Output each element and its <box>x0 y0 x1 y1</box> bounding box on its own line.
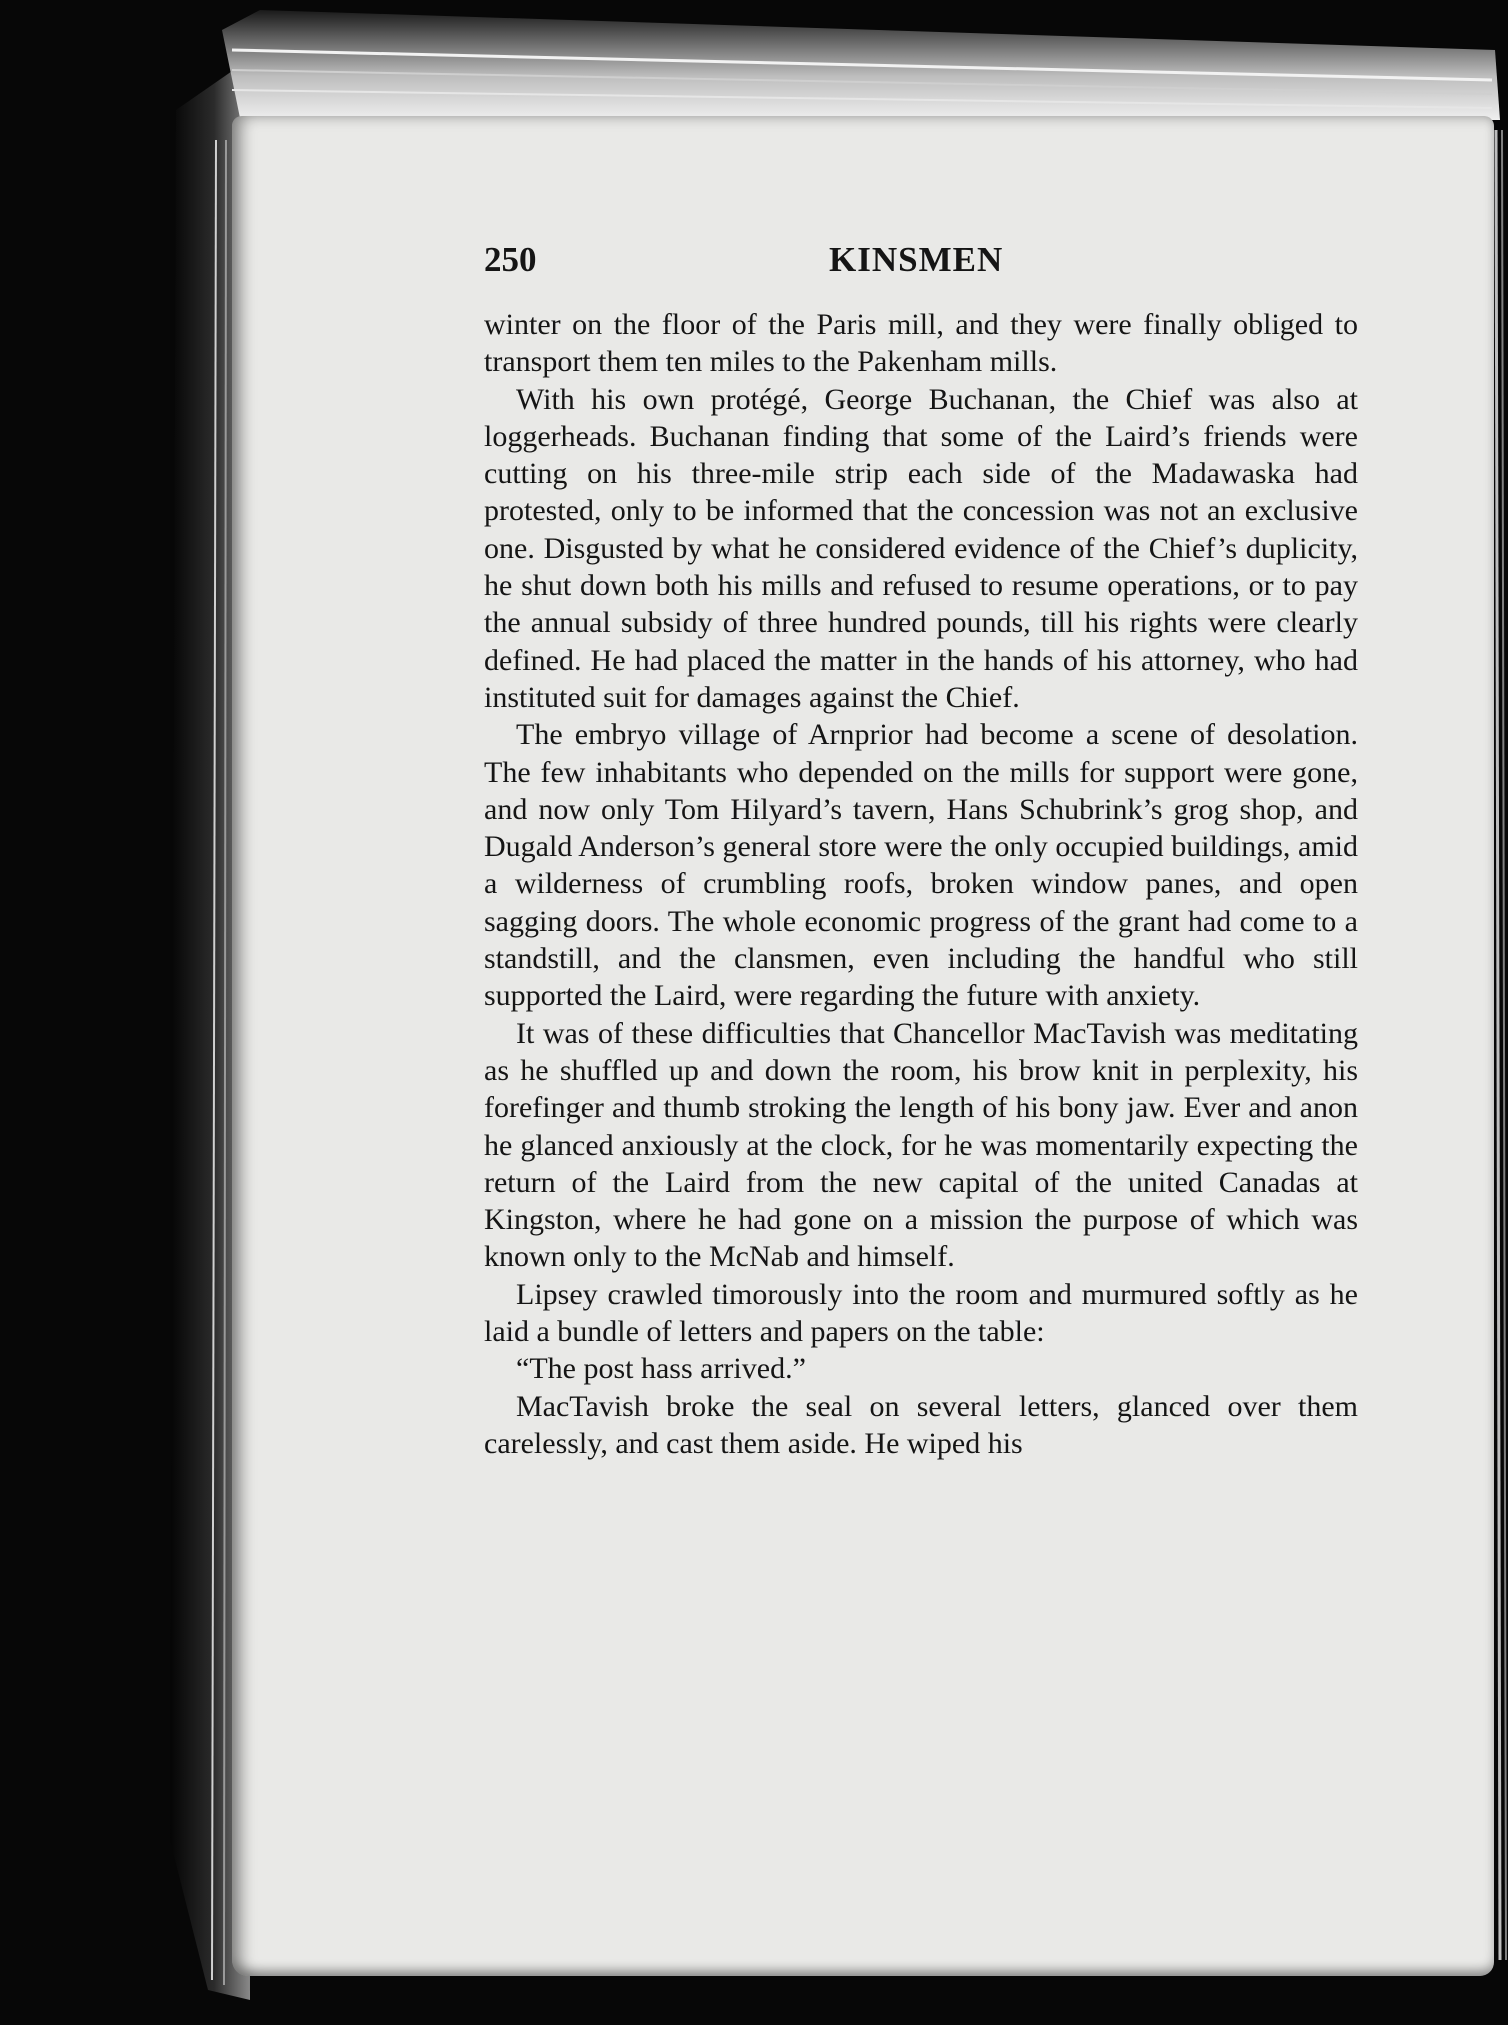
paragraph-mactavish-meditating: It was of these difficulties that Chancellor MacTavish was meditating as he shuffled up and down the room, his brow knit in perplexity, his forefinger and thumb stroking the length of his bony jaw. Ever and anon he glanced anxiously at the clock, for he was momentarily expecting the return of the Laird from the new capital of the united Canadas at Kingston, where he had gone on a mission the purpose of which was known only to the McNab and himself. <box>484 1016 1358 1274</box>
paragraph-broke-seal: MacTavish broke the seal on several letters, glanced over them carelessly, and cast them aside. He wiped his <box>484 1389 1358 1460</box>
paragraph-lipsey: Lipsey crawled timorously into the room and murmured softly as he laid a bundle of letters and papers on the table: <box>484 1277 1358 1349</box>
paragraph-buchanan: With his own protégé, George Buchanan, the Chief was also at loggerheads. Buchanan finding that some of the Laird’s friends were cutting on his three-mile strip each side of the Madawaska had protested, only to be informed that the concession was not an exclusive one. Disgusted by what he considered evidence of the Chief’s duplicity, he shut down both his mills and refused to resume operations, or to pay the annual subsidy of three hundred pounds, till his rights were clearly defined. He had placed the matter in the hands of his attorney, who had instituted suit for damages against the Chief. <box>484 382 1358 714</box>
page-text-block <box>484 240 1358 1462</box>
running-head <box>484 240 1358 296</box>
paragraph-post-arrived: “The post hass arrived.” <box>516 1352 806 1386</box>
page-number: 250 <box>484 240 537 279</box>
paragraph-arnprior: The embryo village of Arnprior had become a scene of desolation. The few inhabitants who depended on the mills for support were gone, and now only Tom Hilyard’s tavern, Hans Schubrink’s grog shop, and Dugald Anderson’s general store were the only occupied buildings, amid a wilderness of crumbling roofs, broken window panes, and open sagging doors. The whole economic progress of the grant had come to a standstill, and the clansmen, even including the handful who still supported the Laird, were regarding the future with anxiety. <box>484 718 1358 1013</box>
paragraph-continuation: winter on the floor of the Paris mill, and they were finally obliged to transport them ten miles to the Pakenham mills. <box>484 308 1358 379</box>
running-title: KINSMEN <box>829 240 1004 279</box>
